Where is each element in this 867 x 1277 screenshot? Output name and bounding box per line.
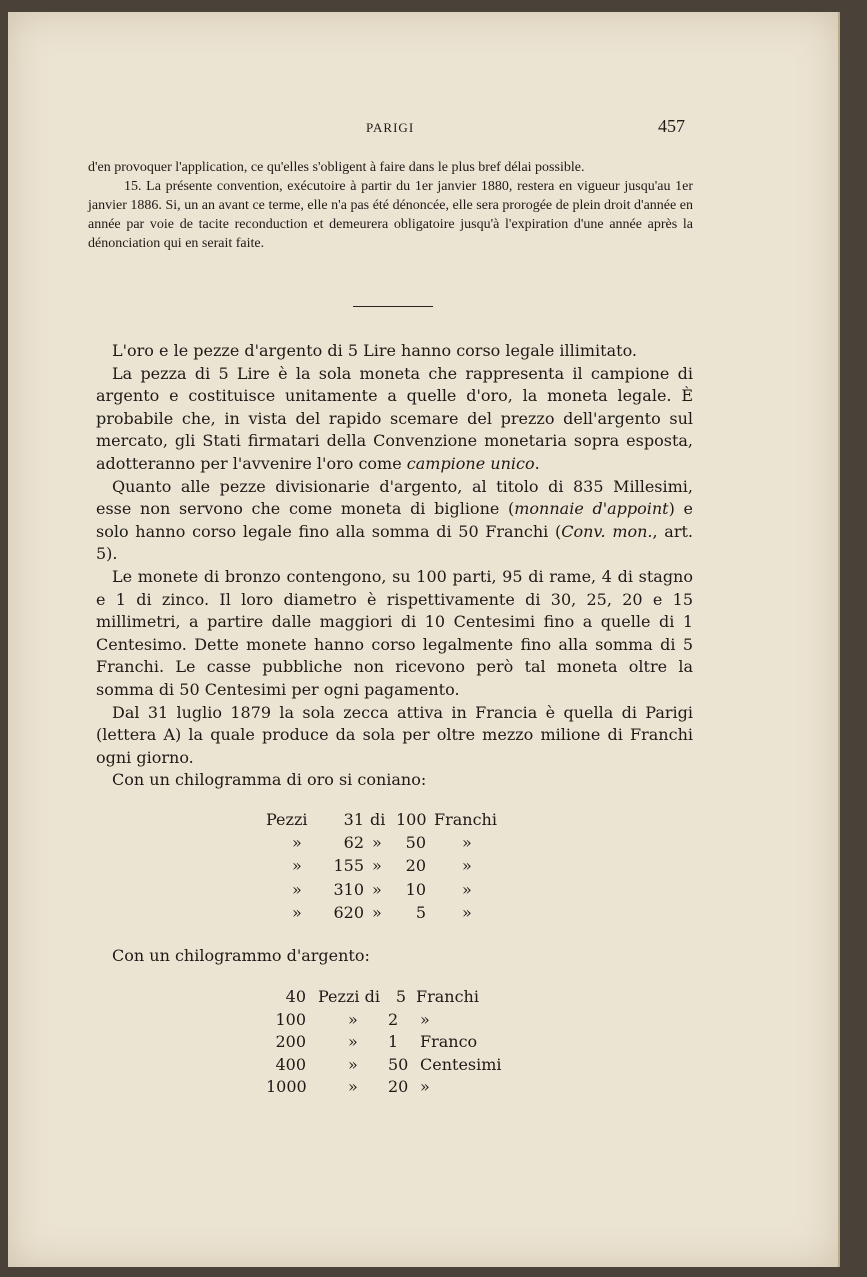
table-cell: » xyxy=(292,879,302,899)
paragraph xyxy=(96,702,693,770)
table-cell: 62 xyxy=(343,833,364,853)
paragraph xyxy=(96,340,693,363)
italic-phrase: campione unico xyxy=(406,453,535,473)
table-cell: Franchi xyxy=(434,810,497,829)
table-cell: » xyxy=(462,902,472,922)
text-run: Le monete di bronzo contengono, su 100 parti, 95 di rame, 4 di stagno e 1 di zinco. Il loro diametro è rispettivamente di 30, 25, 20 e 15 millimetri, a partire dalle maggiori di 10 Centesimi fino a quelle di 1 Centesimo. Dette monete hanno corso legalmente fino alla somma di 5 Franchi. Le casse pubbliche non ricevono però tal moneta oltre la somma di 50 Centesimi per ogni pagamento. xyxy=(96,566,693,699)
table-cell: 400 xyxy=(275,1054,306,1074)
table-cell: » xyxy=(420,1009,430,1029)
page-number: 457 xyxy=(658,116,685,136)
text-run: Con un chilogramma di oro si coniano: xyxy=(112,770,427,790)
text-run: L'oro e le pezze d'argento di 5 Lire hanno corso legale illimitato. xyxy=(112,341,637,360)
section-divider xyxy=(353,306,433,307)
table-row xyxy=(266,986,516,1009)
text-run: Dal 31 luglio 1879 la sola zecca attiva in Francia è quella di Parigi (lettera A) la quale produce da sola per oltre mezzo milione di Franchi ogni giorno. xyxy=(96,702,693,767)
paragraph xyxy=(96,476,693,566)
table-cell: » xyxy=(420,1077,430,1097)
text-run: ) e solo hanno corso legale fino alla somma di 50 Franchi ( xyxy=(96,499,693,541)
table-cell: » xyxy=(348,1009,358,1029)
running-title: PARIGI xyxy=(366,120,415,135)
table-cell: Franco xyxy=(420,1032,478,1052)
text-run: Quanto alle pezze divisionarie d'argento, al titolo di 835 Millesimi, esse non servono che come moneta di biglione ( xyxy=(96,476,693,519)
table-cell: » xyxy=(462,856,472,876)
table-cell: 5 xyxy=(395,987,406,1006)
table-cell: di xyxy=(370,810,386,829)
table-cell: » xyxy=(372,833,382,853)
french-paragraph: d'en provoquer l'application, ce qu'elles s'obligent à faire dans le plus bref délai possible. xyxy=(88,160,585,175)
silver-coinage-table xyxy=(266,986,516,1099)
table-cell: 20 xyxy=(388,1077,409,1097)
gold-coinage-table xyxy=(266,808,506,924)
text-run: . xyxy=(534,453,540,473)
table-cell: 310 xyxy=(333,879,364,899)
table-cell: » xyxy=(292,833,302,853)
table-row xyxy=(266,1009,516,1032)
page-header xyxy=(8,116,838,138)
table-cell: 620 xyxy=(333,902,364,922)
table-cell: 10 xyxy=(405,879,426,899)
paragraph xyxy=(96,769,693,792)
table-row xyxy=(266,831,506,854)
table-cell: » xyxy=(348,1077,358,1097)
table-cell: » xyxy=(462,833,472,853)
book-page xyxy=(8,12,840,1267)
french-convention-text xyxy=(88,158,693,253)
table-cell: 31 xyxy=(343,810,364,829)
table-row xyxy=(266,901,506,924)
paragraph xyxy=(96,363,693,476)
table-cell: 50 xyxy=(388,1054,409,1074)
table-cell: » xyxy=(348,1054,358,1074)
table-cell: 100 xyxy=(396,810,427,829)
table-cell: » xyxy=(372,902,382,922)
table-cell: » xyxy=(372,856,382,876)
text-run: , art. 5). xyxy=(96,521,693,564)
table-cell: 5 xyxy=(415,902,426,922)
silver-lead-line: Con un chilogrammo d'argento: xyxy=(112,946,370,965)
table-row xyxy=(266,1076,516,1099)
french-paragraph: 15. La présente convention, exécutoire à partir du 1er janvier 1880, restera en vigueur jusqu'au 1er janvier 1886. Si, un an avant ce terme, elle n'a pas été dénoncée, elle sera prorogée de plein droit d'année en année par voie de tacite reconduction et demeurera obligatoire jusqu'à l'expiration d'une année après la dénonciation qui en serait faite. xyxy=(88,179,693,251)
table-cell: 155 xyxy=(333,856,364,876)
table-cell: Centesimi xyxy=(420,1054,502,1074)
table-cell: 1 xyxy=(388,1032,399,1052)
italic-phrase: monnaie d'appoint xyxy=(514,499,669,519)
table-cell: » xyxy=(292,902,302,922)
table-cell: 2 xyxy=(388,1009,399,1029)
table-row xyxy=(266,1031,516,1054)
table-row xyxy=(266,808,506,831)
table-cell: Pezzi xyxy=(266,810,308,829)
table-cell: 20 xyxy=(405,856,426,876)
table-cell: Franchi xyxy=(416,987,479,1006)
italic-phrase: Conv. mon. xyxy=(561,521,653,541)
table-row xyxy=(266,878,506,901)
table-row xyxy=(266,1054,516,1077)
main-text xyxy=(96,340,693,792)
table-cell: 1000 xyxy=(266,1077,307,1097)
table-cell: Pezzi di xyxy=(318,987,380,1006)
table-cell: » xyxy=(462,879,472,899)
table-cell: 200 xyxy=(275,1032,306,1052)
table-cell: 50 xyxy=(405,833,426,853)
table-cell: » xyxy=(372,879,382,899)
text-run: La pezza di 5 Lire è la sola moneta che rappresenta il campione di argento e costituisce unitamente a quelle d'oro, la moneta legale. È probabile che, in vista del rapido scemare del prezzo dell'argento sul mercato, gli Stati firmatari della Convenzione monetaria sopra esposta, adotteranno per l'avvenire l'oro come xyxy=(96,363,693,473)
table-cell: 100 xyxy=(275,1009,306,1029)
table-row xyxy=(266,854,506,877)
table-cell: » xyxy=(292,856,302,876)
table-cell: 40 xyxy=(285,987,306,1006)
table-cell: » xyxy=(348,1032,358,1052)
paragraph xyxy=(96,566,693,702)
